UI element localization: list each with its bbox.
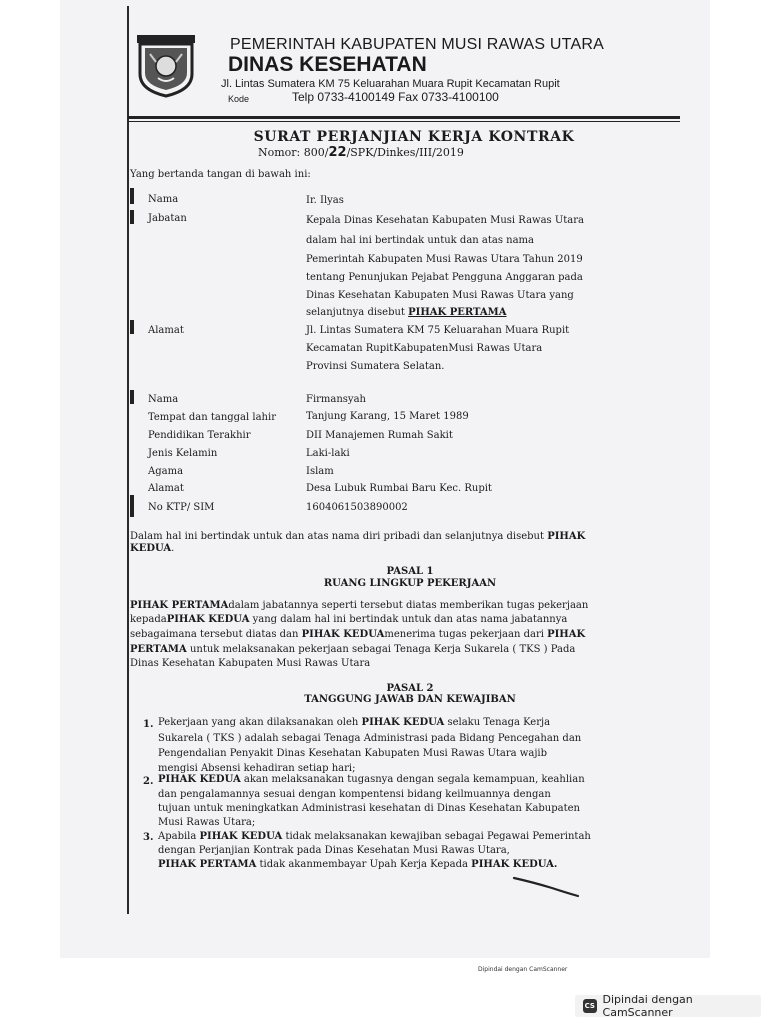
item-number: 1. — [143, 719, 154, 730]
scan-bar — [130, 390, 134, 404]
party2-closing: Dalam hal ini bertindak untuk dan atas nama diri pribadi dan selanjutnya disebut PIHAK — [130, 531, 586, 542]
value-jenis-kelamin: Laki-laki — [306, 448, 350, 459]
value-pendidikan: DII Manajemen Rumah Sakit — [306, 430, 453, 441]
jabatan-line: Kepala Dinas Kesehatan Kabupaten Musi Rawas Utara — [306, 215, 585, 226]
intro-text: Yang bertanda tangan di bawah ini: — [130, 169, 311, 180]
pasal1-subheading: RUANG LINGKUP PEKERJAAN — [323, 578, 497, 589]
pasal2-item2-line: tujuan untuk meningkatkan Administrasi kesehatan di Dinas Kesehatan Kabupaten — [158, 803, 580, 814]
regency-emblem-icon — [136, 34, 196, 98]
alamat-line: Kecamatan RupitKabupatenMusi Rawas Utara — [306, 343, 543, 354]
pasal2-item3-line: dengan Perjanjian Kontrak pada Dinas Kesehatan Musi Rawas Utara, — [158, 845, 510, 856]
pasal2-item2-line: PIHAK KEDUA akan melaksanakan tugasnya dengan segala kemampuan, keahlian — [158, 774, 585, 785]
pasal1-line: sebagaimana tersebut diatas dan PIHAK KEDUAmenerima tugas pekerjaan dari PIHAK — [130, 629, 586, 640]
pasal1-line: PIHAK PERTAMAdalam jabatannya seperti tersebut diatas memberikan tugas pekerjaan — [130, 600, 589, 611]
document-number: Nomor: 800/22/SPK/Dinkes/III/2019 — [258, 145, 464, 160]
camscanner-badge — [575, 995, 761, 1017]
alamat-line: Provinsi Sumatera Selatan. — [306, 361, 445, 372]
label-ttl: Tempat dan tanggal lahir — [148, 412, 276, 423]
camscanner-text: Dipindai dengan CamScanner — [602, 993, 693, 1019]
scan-bar — [130, 320, 134, 334]
header-rule — [128, 116, 680, 119]
pasal1-line: Dinas Kesehatan Kabupaten Musi Rawas Utara — [130, 658, 371, 669]
pasal2-item2-line: Musi Rawas Utara; — [158, 817, 256, 828]
department-name: DINAS KESEHATAN — [228, 53, 427, 76]
label-nama-2: Nama — [148, 394, 179, 405]
label-jenis-kelamin: Jenis Kelamin — [148, 448, 218, 459]
scan-bar — [130, 210, 134, 224]
jabatan-line: selanjutnya disebut PIHAK PERTAMA — [306, 307, 507, 318]
pasal2-item1-line: mengisi Absensi kehadiran setiap hari; — [158, 763, 356, 774]
jabatan-line: Dinas Kesehatan Kabupaten Musi Rawas Utara yang — [306, 290, 574, 301]
pasal2-item3-line: Apabila PIHAK KEDUA tidak melaksanakan kewajiban sebagai Pegawai Pemerintah — [158, 831, 591, 842]
label-ktp: No KTP/ SIM — [148, 502, 215, 513]
value-agama: Islam — [306, 466, 334, 477]
value-nama-1: Ir. Ilyas — [306, 195, 344, 206]
scanner-footnote: Dipindai dengan CamScanner — [478, 966, 568, 973]
party2-closing-2: KEDUA. — [130, 543, 175, 554]
value-ttl: Tanjung Karang, 15 Maret 1989 — [306, 411, 469, 422]
pasal2-item3-line: PIHAK PERTAMA tidak akanmembayar Upah Kerja Kepada PIHAK KEDUA. — [158, 859, 558, 870]
signature-mark-icon — [512, 874, 582, 900]
document-title: SURAT PERJANJIAN KERJA KONTRAK — [253, 129, 575, 145]
label-pendidikan: Pendidikan Terakhir — [148, 430, 251, 441]
label-nama-1: Nama — [148, 194, 179, 205]
pasal1-line: PERTAMA untuk melaksanakan pekerjaan sebagai Tenaga Kerja Sukarela ( TKS ) Pada — [130, 644, 576, 655]
pasal2-item1-line: Pekerjaan yang akan dilaksanakan oleh PIHAK KEDUA selaku Tenaga Kerja — [158, 717, 551, 728]
label-agama: Agama — [148, 466, 184, 477]
pasal2-item1-line: Sukarela ( TKS ) adalah sebagai Tenaga Administrasi pada Bidang Pencegahan dan — [158, 733, 582, 744]
value-ktp: 1604061503890002 — [306, 502, 408, 513]
label-alamat-1: Alamat — [148, 325, 184, 336]
jabatan-line: Pemerintah Kabupaten Musi Rawas Utara Tahun 2019 — [306, 254, 583, 265]
jabatan-line: dalam hal ini bertindak untuk dan atas nama — [306, 235, 534, 246]
postal-mark: Kode — [228, 94, 250, 104]
camscanner-icon: CS — [583, 999, 597, 1013]
pasal2-item1-line: Pengendalian Penyakit Dinas Kesehatan Kabupaten Musi Rawas Utara wajib — [158, 748, 548, 759]
office-phone: Telp 0733-4100149 Fax 0733-4100100 — [292, 90, 499, 104]
scan-bar — [130, 188, 134, 204]
item-number: 3. — [143, 832, 154, 843]
pasal1-heading: PASAL 1 — [386, 566, 434, 577]
office-address: Jl. Lintas Sumatera KM 75 Keluarahan Muara Rupit Kecamatan Rupit — [221, 78, 560, 90]
pasal2-item2-line: dan pengalamannya sesuai dengan kompentensi bidang keilmuannya dengan — [158, 789, 551, 800]
header-rule-thin — [128, 121, 680, 122]
value-alamat-2: Desa Lubuk Rumbai Baru Kec. Rupit — [306, 483, 492, 494]
pasal2-heading: PASAL 2 — [386, 683, 434, 694]
value-nama-2: Firmansyah — [306, 394, 366, 405]
label-alamat-2: Alamat — [148, 483, 184, 494]
handwritten-number: 22 — [328, 145, 347, 160]
item-number: 2. — [143, 776, 154, 787]
jabatan-line: tentang Penunjukan Pejabat Pengguna Anggaran pada — [306, 272, 583, 283]
alamat-line: Jl. Lintas Sumatera KM 75 Keluarahan Muara Rupit — [306, 325, 570, 336]
scan-bar — [130, 495, 134, 517]
government-name: PEMERINTAH KABUPATEN MUSI RAWAS UTARA — [230, 36, 604, 53]
pasal2-subheading: TANGGUNG JAWAB DAN KEWAJIBAN — [304, 694, 516, 705]
pasal1-line: kepadaPIHAK KEDUA yang dalam hal ini bertindak untuk dan atas nama jabatannya — [130, 614, 568, 625]
label-jabatan: Jabatan — [148, 213, 187, 224]
